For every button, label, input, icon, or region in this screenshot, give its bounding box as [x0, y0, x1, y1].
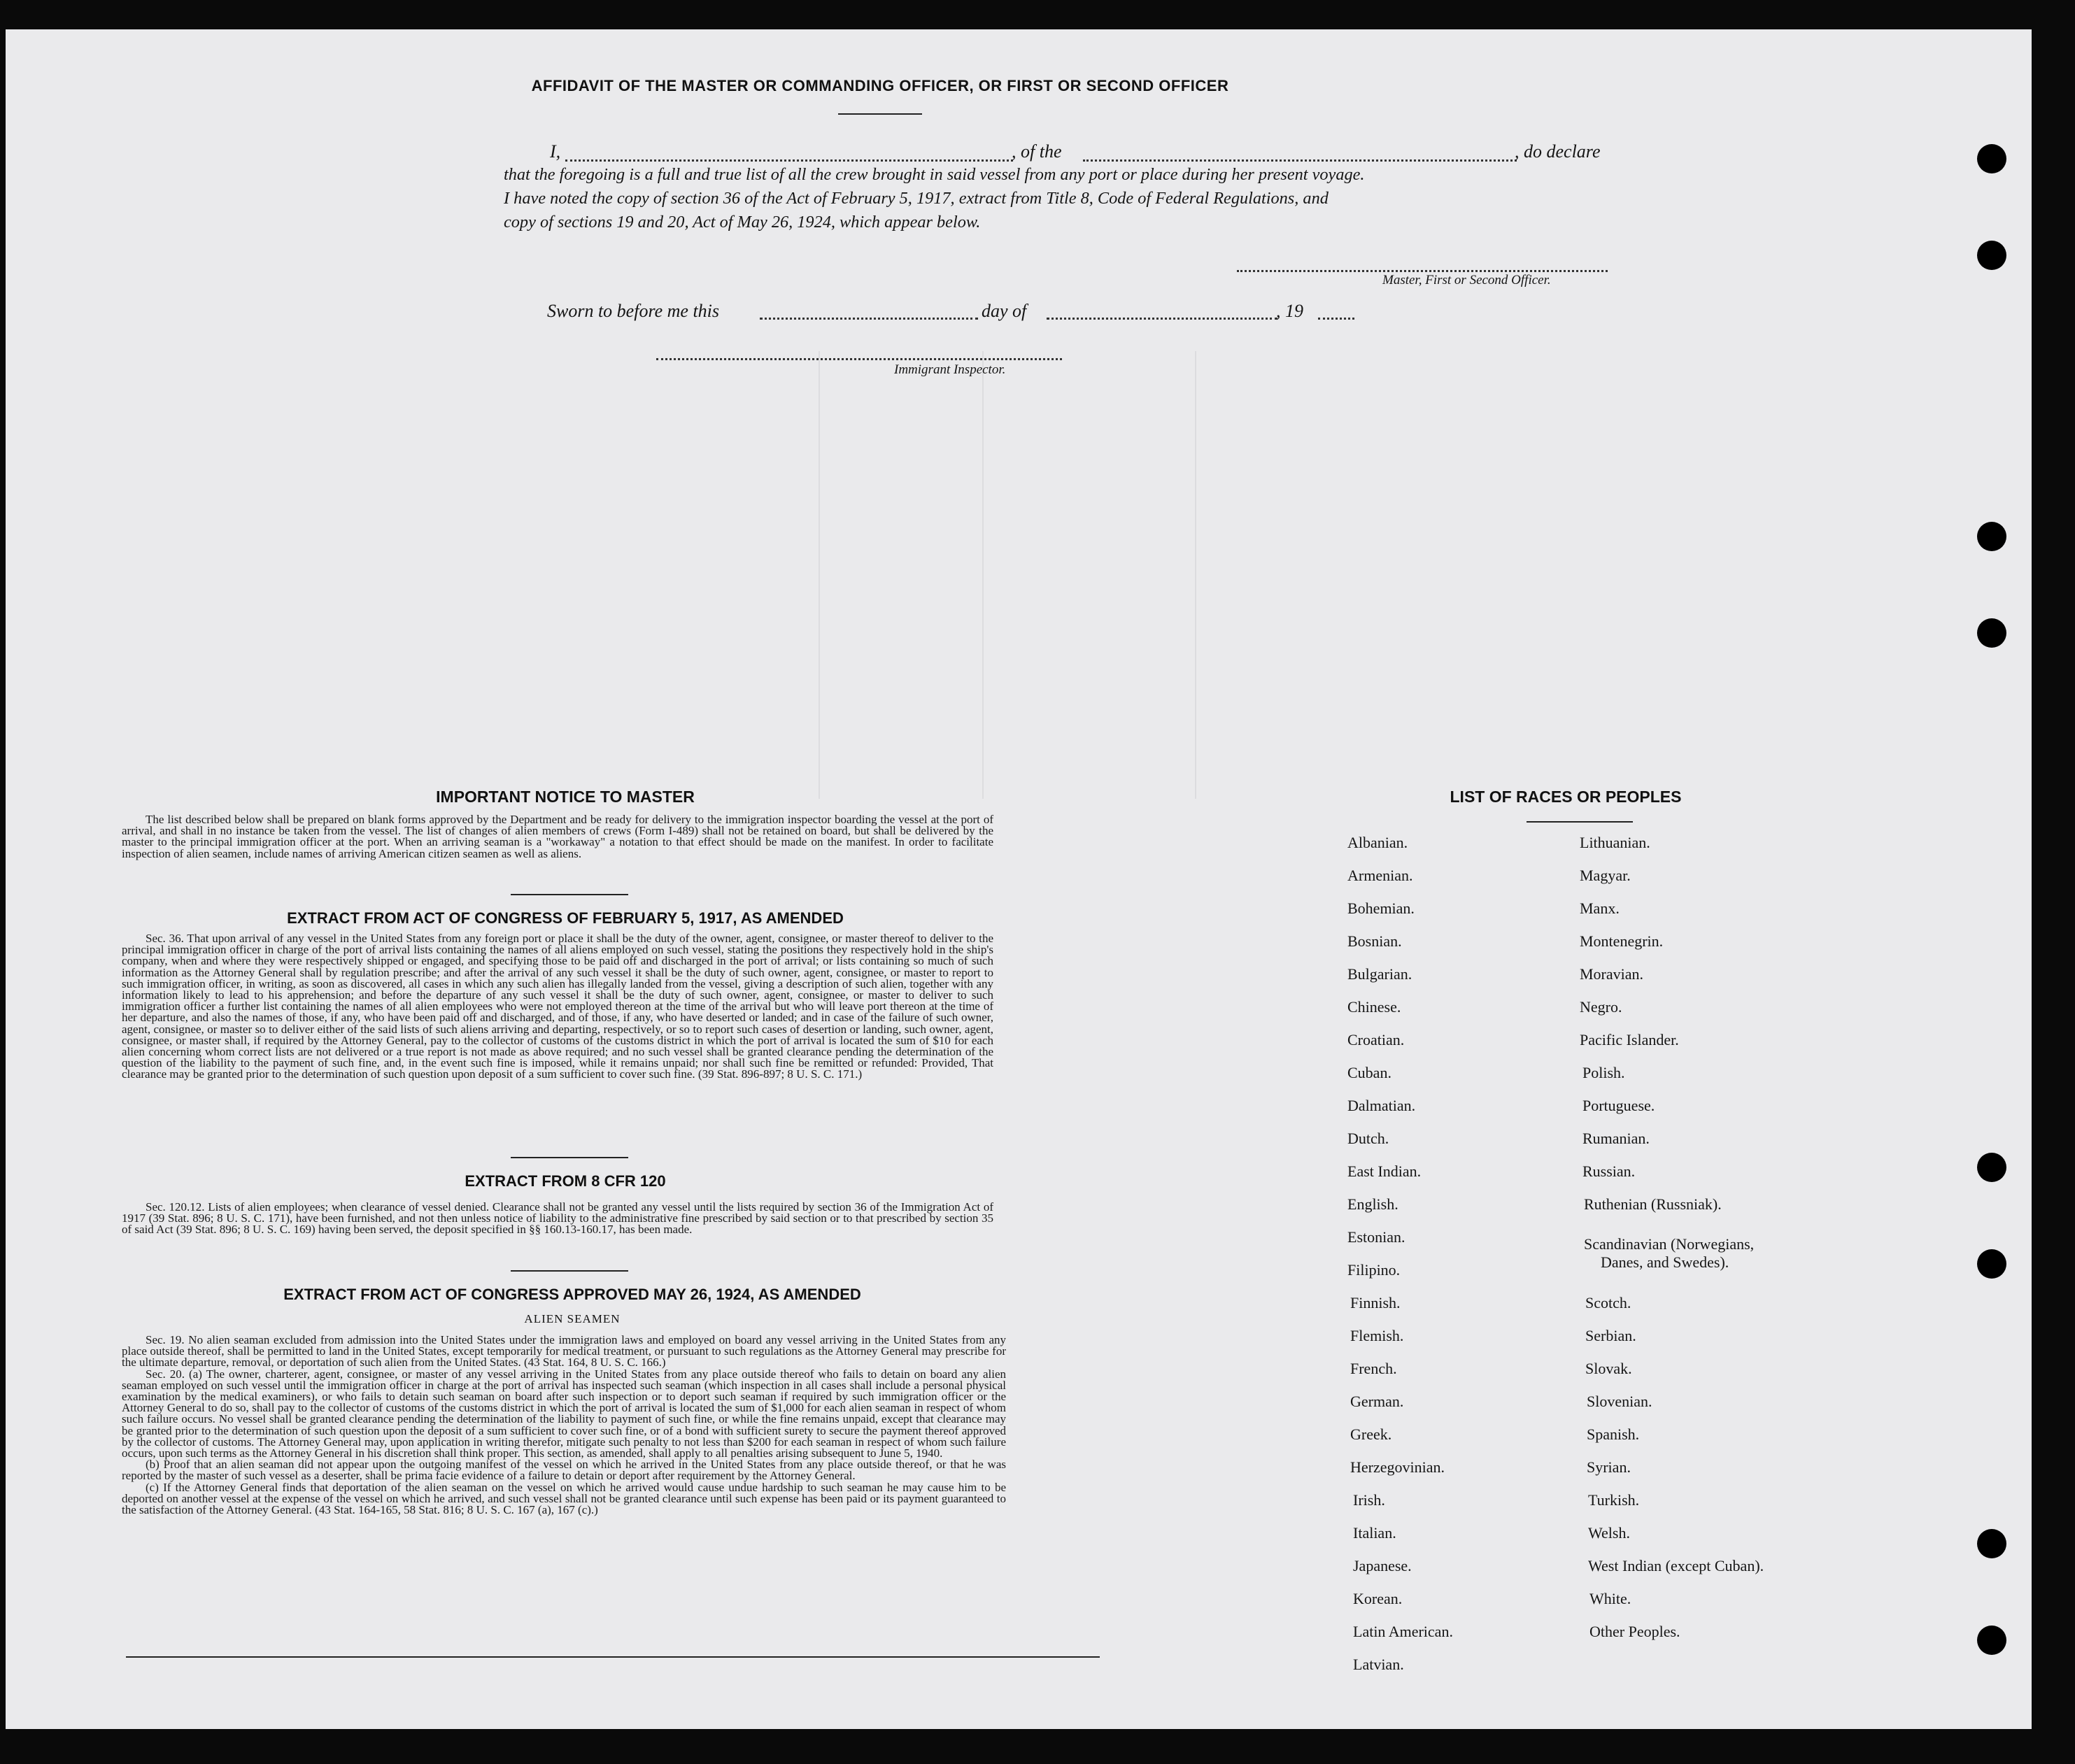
affidavit-declare: , do declare [1515, 141, 1601, 162]
notice-title: IMPORTANT NOTICE TO MASTER [436, 788, 695, 806]
day-blank [760, 318, 978, 320]
race-item: Russian. [1582, 1162, 1636, 1180]
race-item: Scotch. [1585, 1294, 1631, 1311]
race-item: Pacific Islander. [1580, 1031, 1679, 1048]
sec-19-text: Sec. 19. No alien seaman excluded from admission into the United States under the immigration laws and employed on board any vessel arriving in the United States from any place outside thereof, shall be permitted to land in the United States, except temporarily for medical treatment, or pursuant to such regulations as the Attorney General may prescribe for the ultimate departure, removal, or deportation of such alien from the United States. (43 Stat. 164, 8 U. S. C. 166.) [122, 1333, 1006, 1370]
race-item: English. [1347, 1195, 1398, 1213]
race-item: Slovenian. [1587, 1393, 1652, 1410]
sworn-before: Sworn to before me this [547, 301, 720, 321]
race-item: Herzegovinian. [1350, 1458, 1445, 1476]
race-item: East Indian. [1347, 1162, 1422, 1180]
punch-hole [1977, 1153, 2006, 1182]
race-item: Latvian. [1353, 1656, 1404, 1673]
race-item: Slovak. [1585, 1360, 1632, 1377]
extract-1917-divider [511, 1157, 628, 1158]
inspector-signature-line [656, 358, 1062, 360]
race-item: Bosnian. [1347, 932, 1402, 950]
race-item: Lithuanian. [1580, 834, 1650, 851]
race-item: Flemish. [1350, 1327, 1404, 1344]
race-item: Bulgarian. [1347, 965, 1412, 983]
vessel-blank [1083, 159, 1517, 162]
race-item: Armenian. [1347, 867, 1413, 884]
day-of: day of [982, 301, 1027, 321]
race-item: Latin American. [1353, 1623, 1453, 1640]
title-divider [838, 113, 922, 115]
race-item: Albanian. [1347, 834, 1408, 851]
race-item: Spanish. [1587, 1425, 1640, 1443]
month-blank [1047, 318, 1277, 320]
race-item: Ruthenian (Russniak). [1584, 1195, 1722, 1213]
race-item: Chinese. [1347, 998, 1401, 1016]
race-item: Rumanian. [1582, 1130, 1650, 1147]
extract-1917-body [122, 933, 993, 1081]
races-title: LIST OF RACES OR PEOPLES [1450, 788, 1682, 806]
punch-hole [1977, 144, 2006, 173]
race-item: Welsh. [1588, 1524, 1630, 1542]
document-page [6, 29, 2032, 1729]
punch-hole [1977, 522, 2006, 551]
race-item: Syrian. [1587, 1458, 1631, 1476]
sec-20b-text: (b) Proof that an alien seaman did not appear upon the outgoing manifest of the vessel on which he arrived in the United States from any place outside thereof, or that he was reported by the master of such vessel as a deserter, shall be prima facie evidence of a failure to detain or deport after requirement by the Attorney General. [122, 1458, 1006, 1483]
affidavit-i: I, [550, 141, 561, 162]
race-item: Danes, and Swedes). [1601, 1253, 1729, 1271]
race-item: Estonian. [1347, 1228, 1405, 1246]
sec-20a-text: Sec. 20. (a) The owner, charterer, agent, consignee, or master of any vessel arriving in the United States from any place outside thereof who fails to detain on board any alien seaman employed on such vessel until the immigration officer in charge at the port of arrival has inspected such seaman (which inspection in all cases shall include a personal physical examination by the medical examiners), or who fails to detain such seaman on board after such inspection or to deport such seaman if required by such immigration officer or the Attorney General to do so, shall pay to the collector of customs of the customs district in which the port of arrival is located the sum of $1,000 for each alien seaman in respect of whom such failure occurs. No vessel shall be granted clearance pending the determination of the liability to payment of such fine, or while the fine remains unpaid, except that clearance may be granted prior to the determination of such question upon the deposit of a sum sufficient to cover such fine, or of a bond with sufficient surety to secure the payment thereof approved by the collector of customs. The Attorney General may, upon application in writing therefor, mitigate such penalty to not less than $200 for each seaman in respect of whom such failure occurs, upon such terms as the Attorney General in his discretion shall think proper. This section, as amended, shall apply to all penalties arising subsequent to June 5, 1940. [122, 1367, 1006, 1460]
race-item: Magyar. [1580, 867, 1631, 884]
race-item: Manx. [1580, 899, 1620, 917]
alien-seamen-subtitle: ALIEN SEAMEN [524, 1312, 621, 1325]
name-blank [565, 159, 1013, 162]
bleed-line [982, 351, 984, 799]
extract-1924-title: EXTRACT FROM ACT OF CONGRESS APPROVED MAY 26, 1924, AS AMENDED [283, 1286, 861, 1303]
race-item: Serbian. [1585, 1327, 1636, 1344]
race-item: Filipino. [1347, 1261, 1401, 1279]
race-item: Cuban. [1347, 1064, 1391, 1081]
sec-20c-text: (c) If the Attorney General finds that deportation of the alien seaman on the vessel on which he arrived would cause undue hardship to such seaman he may cause him to be deported on another vessel at the expense of the vessel on which he arrived, and such vessel shall not be granted clearance until such expense has been paid or its payment guaranteed to the satisfaction of the Attorney General. (43 Stat. 164-165, 58 Stat. 816; 8 U. S. C. 167 (a), 167 (c).) [122, 1480, 1006, 1517]
race-item: Italian. [1353, 1524, 1396, 1542]
sec-36-text: Sec. 36. That upon arrival of any vessel in the United States from any foreign port or place it shall be the duty of the owner, agent, consignee, or master thereof to deliver to the principal immigration officer in charge of the port of arrival lists containing the names of all aliens employed on such vessel, stating the positions they respectively hold in the ship's company, when and where they were respectively shipped or engaged, and specifying those to be paid off and discharged in the port of arrival; or lists containing so much of such information as the Attorney General shall by regulation prescribe; and after the arrival of any such vessel it shall be the duty of such owner, agent, consignee, or master to report to such immigration officer, in writing, as soon as discovered, all cases in which any such alien has illegally landed from the vessel, giving a description of such alien, together with any information likely to lead to his apprehension; and before the departure of any such vessel it shall be the duty of such owner, agent, consignee, or master to deliver to such immigration officer a further list containing the names of all alien employees who were not employed thereon at the time of the arrival but who will leave port thereon at the time of her departure, and also the names of those, if any, who have been paid off and discharged, and of those, if any, who have deserted or landed; and in case of the failure of such owner, agent, consignee, or master so to deliver either of the said lists of such aliens arriving and departing, respectively, or so to report such cases of desertion or landing, such owner, agent, consignee, or master shall, if required by the Attorney General, pay to the collector of customs of the customs district in which the port of arrival is located the sum of $10 for each alien concerning whom correct lists are not delivered or a true report is not made as above required; and no such vessel shall be granted clearance pending the determination of the question of the liability to the payment of such fine, and, in the event such fine is imposed, while it remains unpaid; nor shall such fine be remitted or refunded: Provided, That clearance may be granted prior to the determination of such question upon deposit of a sum sufficient to cover such fine. (39 Stat. 896-897; 8 U. S. C. 171.) [122, 932, 993, 1081]
notice-text: The list described below shall be prepared on blank forms approved by the Department and be ready for delivery to the immigration inspector boarding the vessel at the port of arrival, and shall in no instance be taken from the vessel. The list of changes of alien members of crews (Form I-489) shall not be retained on board, but shall be delivered by the master to the principal immigration officer at the port. When an arriving seaman is a "workaway" a notation to that effect should be made on the manifest. In order to facilitate inspection of alien seamen, include names of arriving American citizen seamen as well as aliens. [122, 813, 993, 860]
race-item: Other Peoples. [1589, 1623, 1680, 1640]
race-item: Korean. [1353, 1590, 1403, 1607]
punch-hole [1977, 1529, 2006, 1558]
notice-body [122, 814, 993, 860]
races-divider [1527, 821, 1633, 823]
extract-8cfr-title: EXTRACT FROM 8 CFR 120 [465, 1172, 666, 1190]
race-item: Scandinavian (Norwegians, [1584, 1235, 1755, 1253]
race-item: Dalmatian. [1347, 1097, 1416, 1114]
race-item: Portuguese. [1582, 1097, 1655, 1114]
race-item: Croatian. [1347, 1031, 1405, 1048]
race-item: Greek. [1350, 1425, 1392, 1443]
affidavit-line3: I have noted the copy of section 36 of the Act of February 5, 1917, extract from Title 8, Code of Federal Regulations, and [504, 189, 1329, 208]
punch-hole [1977, 1626, 2006, 1655]
race-item: Irish. [1353, 1491, 1385, 1509]
race-item: Moravian. [1580, 965, 1644, 983]
race-item: Montenegrin. [1580, 932, 1664, 950]
affidavit-title: AFFIDAVIT OF THE MASTER OR COMMANDING OFFICER, OR FIRST OR SECOND OFFICER [531, 77, 1229, 94]
master-signature-label: Master, First or Second Officer. [1382, 273, 1551, 287]
extract-8cfr-body [122, 1202, 993, 1236]
race-item: Polish. [1582, 1064, 1625, 1081]
affidavit-line4: copy of sections 19 and 20, Act of May 26, 1924, which appear below. [504, 213, 981, 232]
year-prefix: , 19 [1276, 301, 1303, 321]
bleed-line [1195, 351, 1196, 799]
master-signature-line [1237, 270, 1608, 272]
bottom-rule [126, 1656, 1100, 1658]
race-item: White. [1589, 1590, 1631, 1607]
race-item: West Indian (except Cuban). [1588, 1557, 1764, 1574]
race-item: Japanese. [1353, 1557, 1412, 1574]
race-item: Bohemian. [1347, 899, 1415, 917]
race-item: Negro. [1580, 998, 1622, 1016]
punch-hole [1977, 618, 2006, 648]
race-item: French. [1350, 1360, 1397, 1377]
extract-1917-title: EXTRACT FROM ACT OF CONGRESS OF FEBRUARY 5, 1917, AS AMENDED [287, 909, 844, 927]
extract-8cfr-divider [511, 1270, 628, 1272]
affidavit-of-the: , of the [1012, 141, 1062, 162]
notice-divider [511, 894, 628, 895]
year-blank [1318, 318, 1354, 320]
race-item: Dutch. [1347, 1130, 1389, 1147]
affidavit-line2: that the foregoing is a full and true list of all the crew brought in said vessel from any port or place during her present voyage. [504, 165, 1365, 184]
race-item: Turkish. [1588, 1491, 1640, 1509]
bleed-line [819, 351, 820, 799]
extract-1924-body [122, 1335, 1006, 1516]
sec-120-12-text: Sec. 120.12. Lists of alien employees; when clearance of vessel denied. Clearance shall not be granted any vessel until the lists required by section 36 of the Immigration Act of 1917 (39 Stat. 896; 8 U. S. C. 171), have been furnished, and not then unless notice of liability to the administrative fine prescribed by said section or to that prescribed by section 35 of said Act (39 Stat. 896; 8 U. S. C. 169) having been served, the deposit specified in §§ 160.13-160.17, has been made. [122, 1200, 993, 1237]
race-item: German. [1350, 1393, 1404, 1410]
punch-hole [1977, 241, 2006, 270]
inspector-label: Immigrant Inspector. [894, 362, 1006, 377]
punch-hole [1977, 1249, 2006, 1279]
race-item: Finnish. [1350, 1294, 1401, 1311]
